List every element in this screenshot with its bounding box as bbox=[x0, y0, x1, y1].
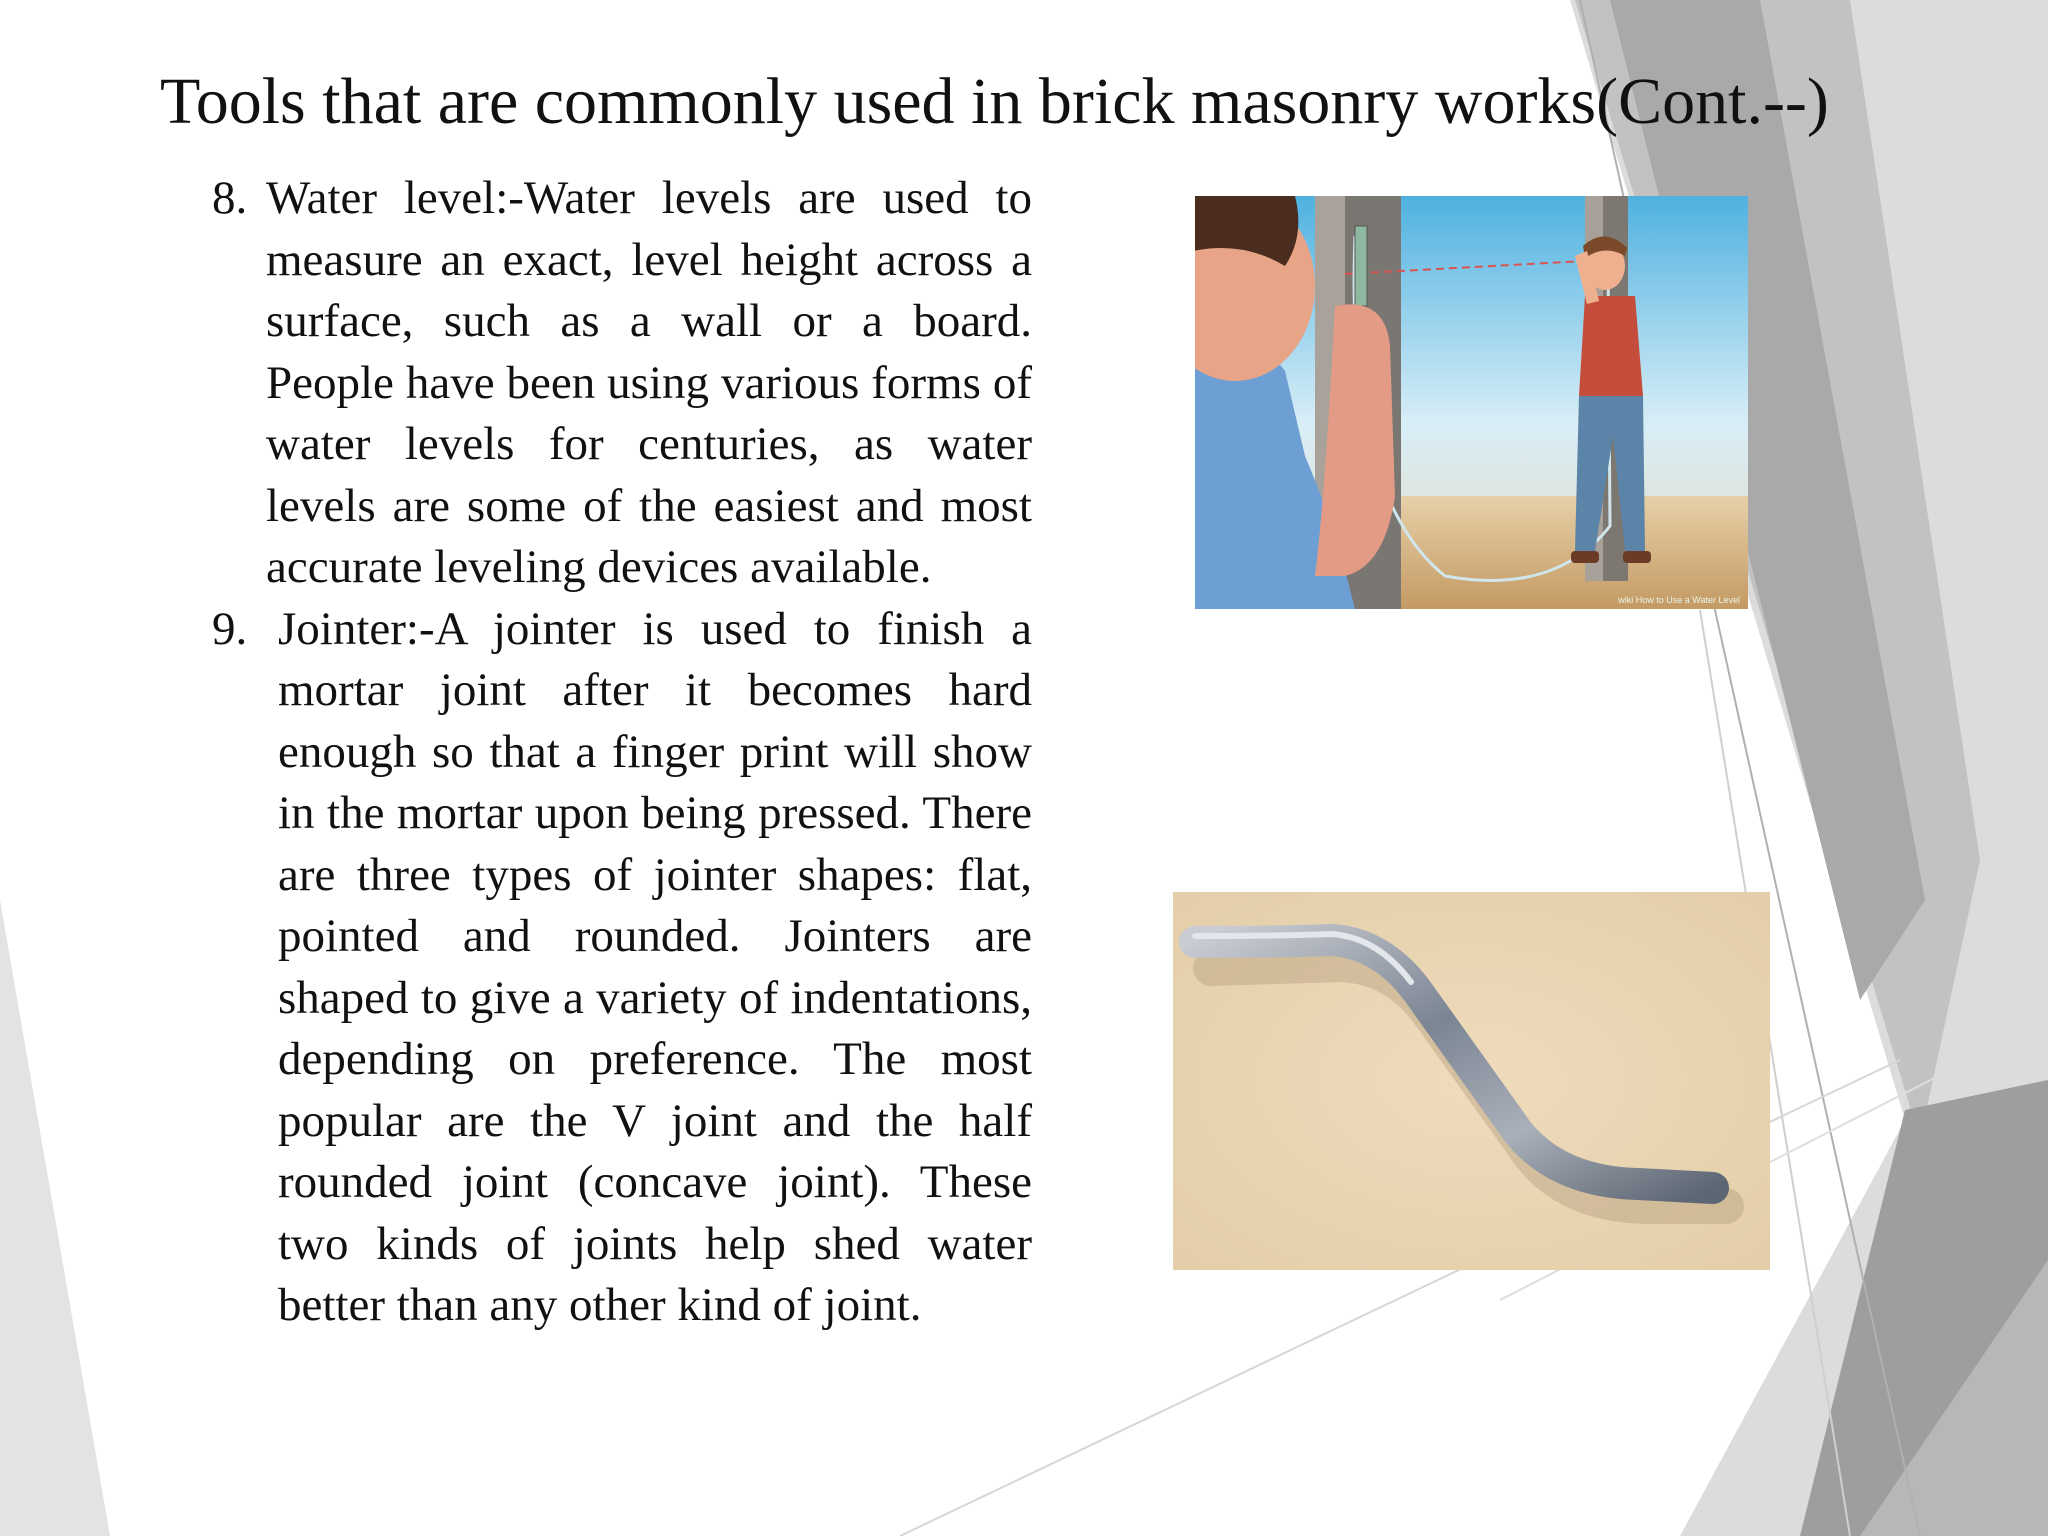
jointer-tool-photo bbox=[1173, 892, 1770, 1270]
image-watermark: wiki How to Use a Water Level bbox=[1618, 595, 1740, 605]
list-item-text: Water level:-Water levels are used to measure an exact, level height across a surface, such as a wall or a board. People have been using various forms of water levels for centuries, as water levels are some of the easiest and most accurate leveling devices available. bbox=[266, 172, 1032, 593]
list-number: 8. bbox=[212, 172, 248, 224]
slide-title: Tools that are commonly used in brick masonry works(Cont.--) bbox=[160, 65, 1829, 138]
list-item-jointer bbox=[212, 599, 1032, 1337]
water-level-illustration bbox=[1195, 196, 1748, 609]
list-number: 9. bbox=[212, 602, 248, 655]
list-item-water-level bbox=[212, 168, 1032, 599]
body-text bbox=[212, 168, 1032, 1337]
list-item-text: Jointer:-A jointer is used to finish a mortar joint after it becomes hard enough so that a finger print will show in the mortar upon being pressed. There are three types of jointer shapes: flat, pointed and rounded. Jointers are shaped to give a variety of indentations, depending on preference. The most popular are the V joint and the half rounded joint (concave joint). These two kinds of joints help shed water better than any other kind of joint. bbox=[278, 602, 1032, 1331]
